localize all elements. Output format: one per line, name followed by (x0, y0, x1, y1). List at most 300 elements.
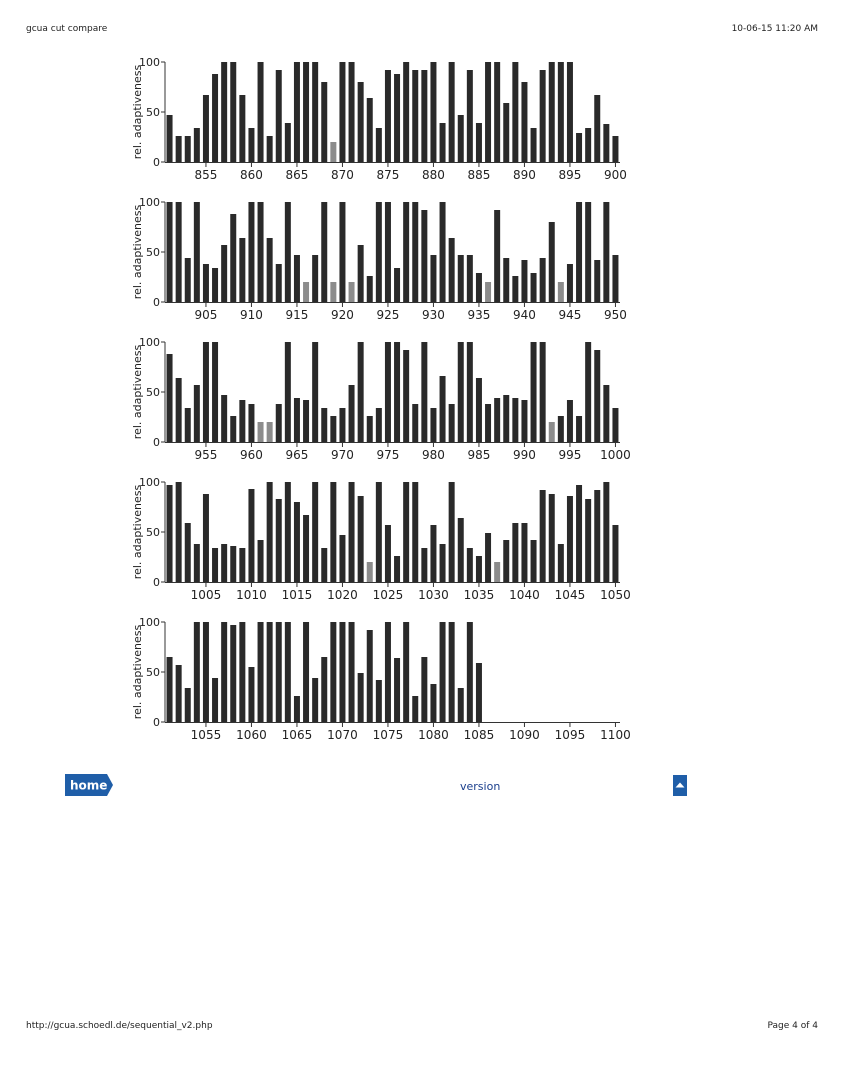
page-title: gcua cut compare (26, 24, 108, 34)
bar (412, 696, 418, 722)
bar (430, 62, 436, 162)
bar (212, 548, 218, 582)
bar (585, 202, 591, 302)
home-button[interactable] (65, 774, 113, 796)
bar (330, 622, 336, 722)
y-axis-label: rel. adaptiveness (131, 64, 144, 160)
bar (267, 482, 273, 582)
y-tick-label: 100 (139, 196, 160, 209)
bar (440, 544, 446, 582)
bar (430, 255, 436, 302)
y-axis-label: rel. adaptiveness (131, 204, 144, 300)
bar (403, 202, 409, 302)
bar (549, 494, 555, 582)
bar (203, 622, 209, 722)
bar (221, 245, 227, 302)
bar (467, 70, 473, 162)
bar (412, 482, 418, 582)
y-tick-label: 100 (139, 476, 160, 489)
bar (485, 282, 491, 302)
page-datetime: 10-06-15 11:20 AM (731, 24, 818, 34)
bar (531, 342, 537, 442)
bar (321, 202, 327, 302)
bar (612, 255, 618, 302)
x-tick-label: 1030 (418, 588, 449, 602)
bar (358, 342, 364, 442)
page-url: http://gcua.schoedl.de/sequential_v2.php (26, 1021, 213, 1031)
bar (367, 416, 373, 442)
bar (330, 416, 336, 442)
bar (230, 546, 236, 582)
bar (330, 282, 336, 302)
bar (303, 515, 309, 582)
x-tick-label: 1055 (190, 728, 222, 742)
x-tick-label: 855 (194, 168, 218, 182)
x-tick-label: 955 (194, 448, 218, 462)
chart-panel-3 (131, 336, 631, 462)
bar (394, 74, 400, 162)
bar (294, 696, 300, 722)
bar (239, 400, 245, 442)
bar (358, 496, 364, 582)
x-tick-label: 1010 (236, 588, 267, 602)
bar (349, 622, 355, 722)
bar (531, 273, 537, 302)
bar (521, 82, 527, 162)
bar (603, 202, 609, 302)
bar (294, 502, 300, 582)
bar (549, 422, 555, 442)
y-axis-label: rel. adaptiveness (131, 484, 144, 580)
x-tick-label: 875 (376, 168, 400, 182)
x-tick-label: 1060 (236, 728, 267, 742)
bar (503, 258, 509, 302)
bar (449, 482, 455, 582)
bar (239, 95, 245, 162)
x-tick-label: 905 (194, 308, 218, 322)
home-button-shape (65, 774, 113, 796)
page-number: Page 4 of 4 (767, 1021, 818, 1031)
bar (267, 238, 273, 302)
y-tick-label: 50 (146, 386, 160, 399)
bar (603, 124, 609, 162)
bar (531, 540, 537, 582)
bar (376, 680, 382, 722)
bar (558, 282, 564, 302)
bar (585, 342, 591, 442)
bar (349, 482, 355, 582)
x-tick-label: 880 (421, 168, 445, 182)
bar (258, 622, 264, 722)
x-tick-label: 965 (285, 448, 309, 462)
bar (176, 378, 182, 442)
bar (594, 260, 600, 302)
bar (376, 202, 382, 302)
bar (403, 482, 409, 582)
bar (239, 548, 245, 582)
bar (285, 482, 291, 582)
y-axis-label: rel. adaptiveness (131, 344, 144, 440)
y-tick-label: 100 (139, 56, 160, 69)
bar (394, 658, 400, 722)
bar (449, 62, 455, 162)
bar (494, 62, 500, 162)
x-tick-label: 930 (421, 308, 445, 322)
bar (421, 210, 427, 302)
bar (303, 282, 309, 302)
bar (385, 622, 391, 722)
bar (521, 400, 527, 442)
bar (367, 630, 373, 722)
bar (612, 525, 618, 582)
bar (248, 404, 254, 442)
x-tick-label: 1075 (372, 728, 404, 742)
bar (285, 342, 291, 442)
bar (349, 62, 355, 162)
bar (203, 494, 209, 582)
bar (576, 416, 582, 442)
bar (194, 128, 200, 162)
bar (385, 70, 391, 162)
bar (585, 499, 591, 582)
bar (276, 622, 282, 722)
bar (603, 482, 609, 582)
x-tick-label: 915 (285, 308, 309, 322)
bar (185, 688, 191, 722)
bar (576, 202, 582, 302)
bar (440, 123, 446, 162)
x-tick-label: 935 (467, 308, 491, 322)
bar (503, 540, 509, 582)
bar (385, 202, 391, 302)
y-axis-label: rel. adaptiveness (131, 624, 144, 720)
x-tick-label: 980 (421, 448, 445, 462)
x-tick-label: 910 (239, 308, 263, 322)
y-tick-label: 0 (153, 716, 160, 729)
x-tick-label: 950 (603, 308, 627, 322)
bar (503, 395, 509, 442)
x-tick-label: 885 (467, 168, 491, 182)
x-tick-label: 1025 (372, 588, 404, 602)
bar (521, 523, 527, 582)
bar (576, 485, 582, 582)
x-tick-label: 940 (512, 308, 536, 322)
chart-panel-4 (131, 476, 631, 602)
bar (285, 202, 291, 302)
x-tick-label: 1050 (600, 588, 631, 602)
version-link[interactable]: version (460, 780, 501, 793)
bar (221, 62, 227, 162)
bar (230, 62, 236, 162)
bar (294, 398, 300, 442)
bar (212, 74, 218, 162)
x-tick-label: 1020 (327, 588, 358, 602)
bar (167, 354, 173, 442)
bar (339, 535, 345, 582)
y-tick-label: 0 (153, 156, 160, 169)
x-tick-label: 865 (285, 168, 309, 182)
bar (367, 276, 373, 302)
bar (421, 342, 427, 442)
bar (312, 62, 318, 162)
bar (494, 562, 500, 582)
bar (376, 128, 382, 162)
bar (394, 556, 400, 582)
bar (312, 255, 318, 302)
bar (458, 518, 464, 582)
bar (185, 258, 191, 302)
bar (203, 342, 209, 442)
bar (248, 667, 254, 722)
bar (585, 128, 591, 162)
bar (230, 625, 236, 722)
bar (403, 622, 409, 722)
bar (558, 416, 564, 442)
arrow-up-icon[interactable] (673, 775, 687, 796)
bar (194, 202, 200, 302)
bar (358, 82, 364, 162)
bar (394, 342, 400, 442)
x-tick-label: 1100 (600, 728, 631, 742)
bar (440, 376, 446, 442)
bar (248, 489, 254, 582)
bar (358, 673, 364, 722)
bar (376, 408, 382, 442)
bar (312, 342, 318, 442)
bar (176, 136, 182, 162)
bar (339, 622, 345, 722)
bar (212, 342, 218, 442)
bar (567, 400, 573, 442)
bar (267, 422, 273, 442)
y-tick-label: 50 (146, 526, 160, 539)
bar (312, 482, 318, 582)
bar (549, 222, 555, 302)
bar (403, 350, 409, 442)
bar (512, 276, 518, 302)
bar (440, 622, 446, 722)
bar (476, 663, 482, 722)
x-tick-label: 895 (558, 168, 582, 182)
bar (485, 404, 491, 442)
bar (167, 657, 173, 722)
bar (540, 490, 546, 582)
bar (467, 622, 473, 722)
bar (267, 622, 273, 722)
x-tick-label: 1070 (327, 728, 358, 742)
bar (430, 525, 436, 582)
x-tick-label: 1090 (509, 728, 540, 742)
bar (285, 123, 291, 162)
bar (567, 264, 573, 302)
y-tick-label: 100 (139, 336, 160, 349)
bar (567, 496, 573, 582)
x-tick-label: 870 (330, 168, 354, 182)
bar (467, 342, 473, 442)
bar (203, 264, 209, 302)
bar (594, 95, 600, 162)
bar (176, 202, 182, 302)
bar (476, 123, 482, 162)
bar (367, 562, 373, 582)
bar (412, 404, 418, 442)
bar (339, 62, 345, 162)
bar (421, 548, 427, 582)
bar (176, 482, 182, 582)
x-tick-label: 920 (330, 308, 354, 322)
bar (248, 128, 254, 162)
bar (485, 533, 491, 582)
bar (285, 622, 291, 722)
x-tick-label: 960 (239, 448, 263, 462)
x-tick-label: 1080 (418, 728, 449, 742)
bar (594, 350, 600, 442)
bar (321, 408, 327, 442)
bar (267, 136, 273, 162)
bar (421, 70, 427, 162)
bar (512, 523, 518, 582)
bar (540, 70, 546, 162)
bar (239, 238, 245, 302)
x-tick-label: 925 (376, 308, 400, 322)
bar (358, 245, 364, 302)
bar (303, 62, 309, 162)
bar (230, 416, 236, 442)
bar (494, 398, 500, 442)
y-tick-label: 0 (153, 576, 160, 589)
bar (221, 622, 227, 722)
bar (458, 255, 464, 302)
bar (303, 400, 309, 442)
bar (467, 548, 473, 582)
bar (185, 136, 191, 162)
bar (294, 62, 300, 162)
bar (430, 684, 436, 722)
bar (540, 342, 546, 442)
bar (558, 62, 564, 162)
x-tick-label: 1065 (281, 728, 313, 742)
bar (194, 622, 200, 722)
bar (494, 210, 500, 302)
y-tick-label: 50 (146, 246, 160, 259)
bar (376, 482, 382, 582)
x-tick-label: 945 (558, 308, 582, 322)
bar (194, 385, 200, 442)
bar (185, 523, 191, 582)
bar (258, 202, 264, 302)
bar (412, 70, 418, 162)
bar (558, 544, 564, 582)
bar (167, 115, 173, 162)
bar (594, 490, 600, 582)
bar (303, 622, 309, 722)
bar (458, 688, 464, 722)
bar (403, 62, 409, 162)
bar (230, 214, 236, 302)
bar (458, 115, 464, 162)
x-tick-label: 1085 (463, 728, 495, 742)
bar (258, 422, 264, 442)
bar (385, 525, 391, 582)
bar (258, 62, 264, 162)
bar (339, 408, 345, 442)
bar (349, 282, 355, 302)
bar (412, 202, 418, 302)
y-tick-label: 50 (146, 106, 160, 119)
bar (276, 264, 282, 302)
bar (476, 273, 482, 302)
chart-panel-5 (131, 616, 631, 742)
bar (449, 238, 455, 302)
bar (194, 544, 200, 582)
chart-panel-2 (131, 196, 627, 322)
bar (476, 378, 482, 442)
bar (339, 202, 345, 302)
bar (467, 255, 473, 302)
y-tick-label: 100 (139, 616, 160, 629)
bar (185, 408, 191, 442)
bar (540, 258, 546, 302)
x-tick-label: 975 (376, 448, 400, 462)
bar (312, 678, 318, 722)
bar (321, 657, 327, 722)
x-tick-label: 970 (330, 448, 354, 462)
bar (349, 385, 355, 442)
bar (549, 62, 555, 162)
bar (603, 385, 609, 442)
bar (330, 482, 336, 582)
bar (576, 133, 582, 162)
bar (612, 408, 618, 442)
bar (394, 268, 400, 302)
y-tick-label: 0 (153, 436, 160, 449)
bar (248, 202, 254, 302)
bar (503, 103, 509, 162)
bar (531, 128, 537, 162)
home-button-label: home (70, 778, 108, 793)
bar (421, 657, 427, 722)
bar (521, 260, 527, 302)
bar (176, 665, 182, 722)
bar (512, 398, 518, 442)
x-tick-label: 1015 (281, 588, 313, 602)
x-tick-label: 995 (558, 448, 582, 462)
x-tick-label: 1095 (554, 728, 586, 742)
bar (321, 548, 327, 582)
bar (203, 95, 209, 162)
bar (567, 62, 573, 162)
bar (449, 404, 455, 442)
x-tick-label: 1005 (190, 588, 222, 602)
bar (367, 98, 373, 162)
x-tick-label: 900 (603, 168, 627, 182)
bar (476, 556, 482, 582)
bar (276, 70, 282, 162)
x-tick-label: 1040 (509, 588, 540, 602)
bar (276, 404, 282, 442)
x-tick-label: 1045 (554, 588, 586, 602)
bar (430, 408, 436, 442)
x-tick-label: 860 (239, 168, 263, 182)
x-tick-label: 990 (512, 448, 536, 462)
bar (212, 268, 218, 302)
x-tick-label: 890 (512, 168, 536, 182)
y-tick-label: 0 (153, 296, 160, 309)
bar (276, 499, 282, 582)
bar (330, 142, 336, 162)
bar (321, 82, 327, 162)
x-tick-label: 1035 (463, 588, 495, 602)
